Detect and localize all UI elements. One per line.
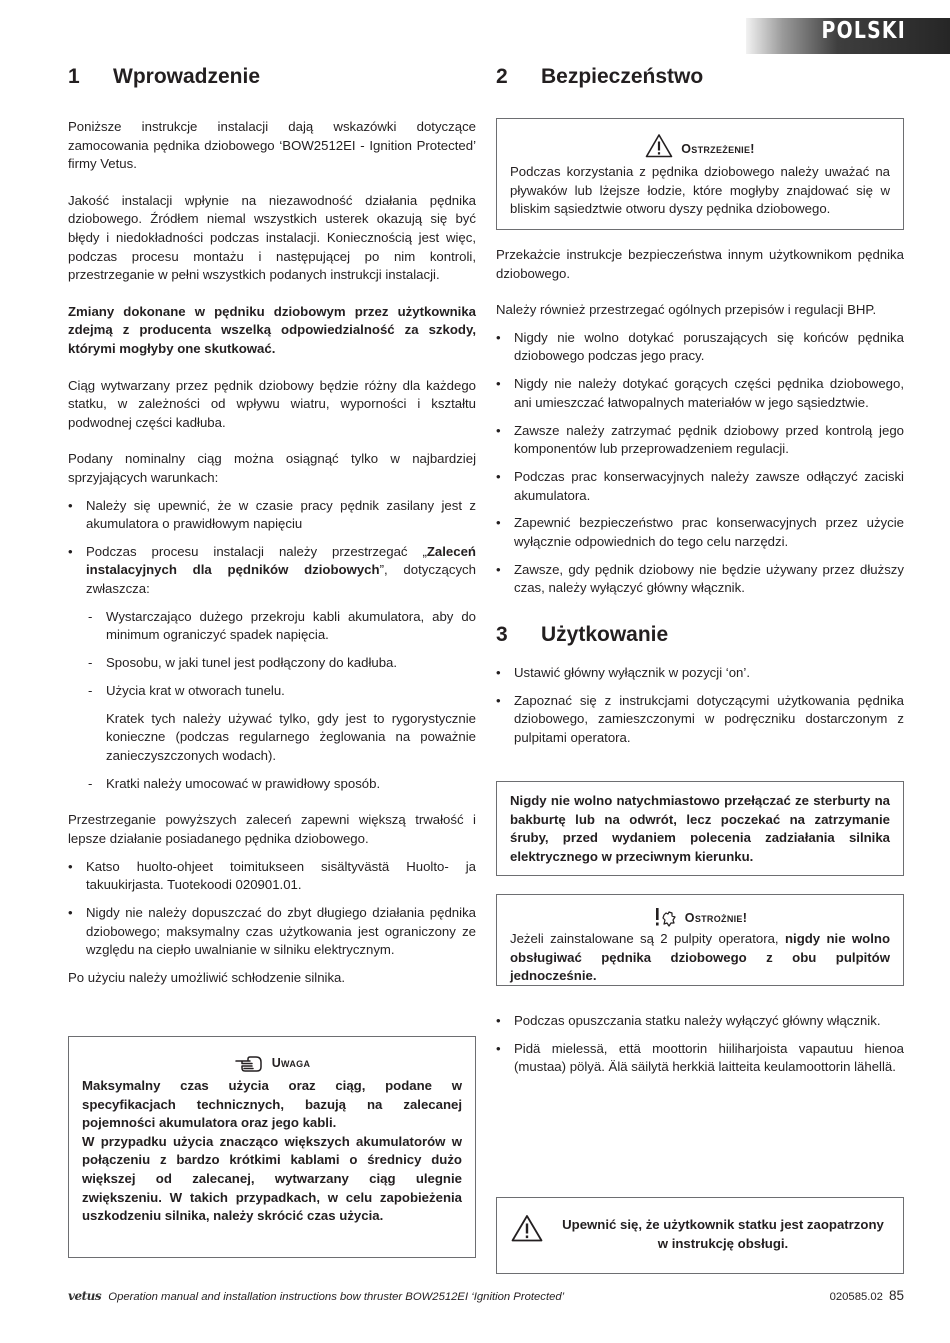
- leaving-list: [496, 1012, 904, 1086]
- document-title: Operation manual and installation instructions bow thruster BOW2512EI ‘Ignition Protected’: [108, 1291, 565, 1303]
- usage-list: [496, 664, 904, 748]
- list-item: • Podczas opuszczania statku należy wyłączyć główny włącznik.: [496, 1012, 904, 1031]
- page-number: 85: [888, 1288, 904, 1303]
- left-column: [68, 64, 476, 987]
- page-footer: [68, 1288, 904, 1305]
- caution-text: Jeżeli zainstalowane są 2 pulpity operatora, nigdy nie wolno obsługiwać pędnika dziobowego z obu pulpitów jednocześnie.: [510, 931, 890, 984]
- quality-paragraph: Jakość instalacji wpłynie na niezawodność działania pędnika dziobowego. Źródłem niemal wszystkich usterek okazują się być błędy i niedokładności podczas instalacji. Koniecznością jest więc, podczas procesu montażu i następującej po nim kontroli, przestrzeganie w pełni wszystkich podanych instrukcji instalacji.: [68, 192, 476, 283]
- list-item: • Pidä mielessä, että moottorin hiiliharjoista vapautuu hienoa (mustaa) pölyä. Älä säilytä herkkiä laitteita keulamoottorin lähellä.: [496, 1040, 904, 1077]
- manual-warning-box: [496, 1197, 904, 1274]
- list-item: - Sposobu, w jaki tunel jest podłączony do kadłuba.: [68, 654, 476, 673]
- note-box-title: Uwaga: [82, 1053, 462, 1073]
- section-3-number: 3: [496, 622, 508, 646]
- section-2-title: Bezpieczeństwo: [541, 65, 704, 88]
- list-item: • Nigdy nie należy dopuszczać do zbyt długiego działania pędnika dziobowego; maksymalny czas użytkowania jest ograniczony ze względu na ciepło uwalnianie w silniku elektrycznym.: [68, 904, 476, 960]
- installation-sublist: [68, 608, 476, 701]
- list-item: • Ustawić główny wyłącznik w pozycji ‘on’.: [496, 664, 904, 683]
- note-text-1: Maksymalny czas użycia oraz ciąg, podane w specyfikacjach technicznych, bazują na zalecanej pojemności akumulatora oraz jego kabli.: [82, 1078, 462, 1131]
- list-item: • Zapoznać się z instrukcjami dotyczącymi użytkowania pędnika dziobowego, zamieszczonymi w podręczniku dostarczonym z pulpitami operatora.: [496, 692, 904, 748]
- language-tab: [746, 18, 950, 54]
- right-column: [496, 64, 904, 757]
- durability-paragraph: Przestrzeganie powyższych zaleceń zapewni większą trwałość i lepsze działanie posiadanego pędnika dziobowego.: [68, 812, 476, 846]
- grating-note: Kratek tych należy używać tylko, gdy jest to rygorystycznie konieczne (podczas regularnego żeglowania na poważnie zanieczyszczonych wodach).: [106, 710, 476, 763]
- list-item: • Zapewnić bezpieczeństwo prac konserwacyjnych przez użycie wyłącznie odpowiednich do tego celu narzędzi.: [496, 514, 904, 551]
- list-item: - Wystarczająco dużego przekroju kabli akumulatora, aby do minimum ograniczyć spadek napięcia.: [68, 608, 476, 645]
- reverse-direction-text: Nigdy nie wolno natychmiastowo przełączać ze sterburty na bakburtę lub na odwrót, lecz poczekać na zatrzymanie śruby, przed wydaniem polecenia zadziałania silnika elektrycznego w przeciwnym kierunku.: [510, 793, 890, 864]
- installation-sublist-end: [68, 775, 476, 794]
- conditions-paragraph: Podany nominalny ciąg można osiągnąć tylko w najbardziej sprzyjających warunkach:: [68, 451, 476, 485]
- manual-warning-text: Upewnić się, że użytkownik statku jest zaopatrzony w instrukcję obsługi.: [562, 1217, 884, 1251]
- cooldown-paragraph: Po użyciu należy umożliwić schłodzenie silnika.: [68, 969, 346, 985]
- conditions-list: [68, 497, 476, 599]
- list-item: • Zawsze należy zatrzymać pędnik dziobowy przed kontrolą jego komponentów lub przeprowadzeniem regulacji.: [496, 422, 904, 459]
- caution-box: [496, 894, 904, 986]
- reverse-direction-box: [496, 781, 904, 876]
- list-item: • Katso huolto-ohjeet toimitukseen sisältyvästä Huolto- ja takuukirjasta. Tuotekoodi 020901.01.: [68, 858, 476, 895]
- maintenance-list: [68, 858, 476, 960]
- section-1-title: Wprowadzenie: [113, 65, 261, 88]
- safety-rules-paragraph: Należy również przestrzegać ogólnych przepisów i regulacji BHP.: [496, 302, 877, 318]
- document-code: 020585.02: [829, 1291, 883, 1303]
- safety-list: [496, 329, 904, 598]
- list-item: • Nigdy nie wolno dotykać poruszających się końców pędnika dziobowego podczas jego pracy.: [496, 329, 904, 366]
- list-item: • Podczas prac konserwacyjnych należy zawsze odłączyć zaciski akumulatora.: [496, 468, 904, 505]
- list-item: • Nigdy nie należy dotykać gorących części pędnika dziobowego, ani umieszczać łatwopalnych materiałów w jego sąsiedztwie.: [496, 375, 904, 412]
- section-3-title: Użytkowanie: [541, 622, 669, 646]
- list-item: • Należy się upewnić, że w czasie pracy pędnik zasilany jest z akumulatora o prawidłowym napięciu: [68, 497, 476, 534]
- caution-exclamation-icon: [653, 907, 677, 927]
- section-1-number: 1: [68, 65, 80, 88]
- section-2-heading: [496, 64, 904, 90]
- footer-right: [830, 1288, 904, 1305]
- warning-title: Ostrzeżenie!: [510, 133, 890, 159]
- section-3-heading: [496, 622, 904, 648]
- caution-title: Ostrożnie!: [510, 907, 890, 928]
- note-box: [68, 1036, 476, 1258]
- section-2-number: 2: [496, 65, 508, 88]
- note-text-2: W przypadku użycia znacząco większych akumulatorów w połączeniu z bardzo krótkimi kablami o średnicy dużo większej od zalecanej, wytwarzany ciąg ulegnie zwiększeniu. W takich przypadkach, w celu zapobieżenia uszkodzeniu silnika, należy skrócić czas użycia.: [82, 1133, 462, 1224]
- intro-paragraph: Poniższe instrukcje instalacji dają wskazówki dotyczące zamocowania pędnika dziobowego ‘BOW2512EI - Ignition Protected’ firmy Vetus.: [68, 119, 476, 172]
- list-item: - Użycia krat w otworach tunelu.: [68, 682, 476, 701]
- warning-triangle-icon: [511, 1214, 543, 1242]
- list-item: • Podczas procesu instalacji należy przestrzegać „Zaleceń instalacyjnych dla pędników dziobowych”, dotyczących zwłaszcza:: [68, 543, 476, 599]
- brand-logo: vetus: [68, 1289, 102, 1303]
- warning-box: [496, 118, 904, 230]
- liability-paragraph: Zmiany dokonane w pędniku dziobowym przez użytkownika zdejmą z producenta wszelką odpowiedzialność za szkody, którymi mogłyby one skutkować.: [68, 303, 476, 356]
- warning-triangle-icon: [645, 133, 673, 158]
- language-label: POLSKI: [821, 18, 906, 44]
- list-item: - Kratki należy umocować w prawidłowy sposób.: [68, 775, 476, 794]
- list-item: • Zawsze, gdy pędnik dziobowy nie będzie używany przez dłuższy czas, należy wyłączyć główny włącznik.: [496, 561, 904, 598]
- thrust-paragraph: Ciąg wytwarzany przez pędnik dziobowy będzie różny dla każdego statku, w zależności od wpływu wiatru, wyporności i kształtu podwodnej części kadłuba.: [68, 377, 476, 430]
- section-1-heading: [68, 64, 476, 90]
- warning-text: Podczas korzystania z pędnika dziobowego należy uważać na pływaków lub lżejsze łodzie, które mogłyby znajdować się w bliskim sąsiedztwie otworu dyszy pędnika dziobowego.: [510, 164, 890, 217]
- pointing-hand-icon: [234, 1056, 264, 1072]
- safety-pass-paragraph: Przekażcie instrukcje bezpieczeństwa innym użytkownikom pędnika dziobowego.: [496, 247, 904, 281]
